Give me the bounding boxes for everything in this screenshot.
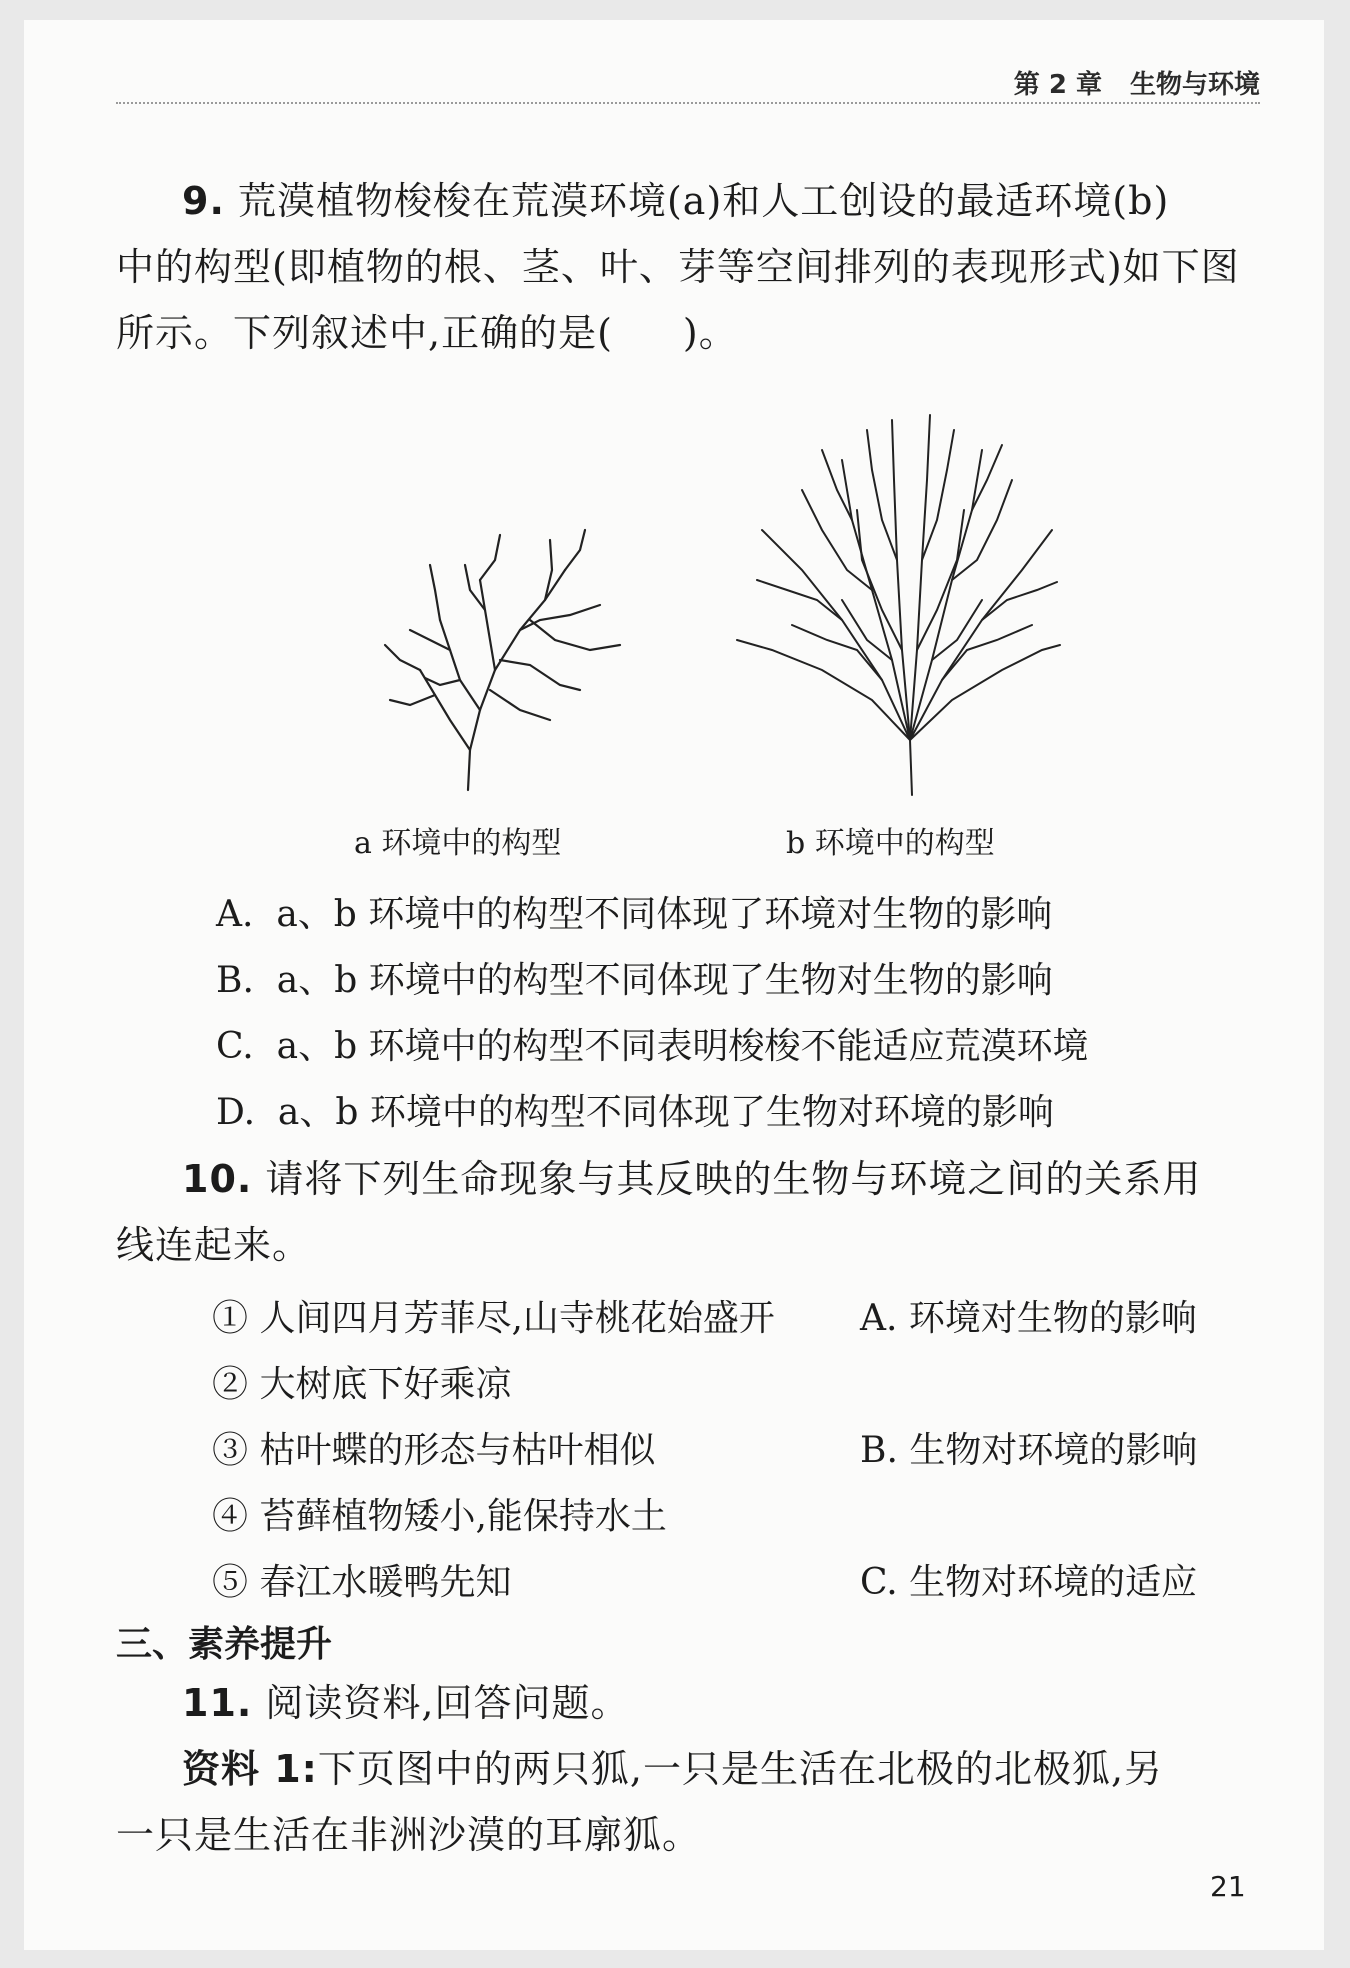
chapter-label: 第 2 章 [1013, 70, 1102, 100]
question-11-stem [116, 1670, 1260, 1868]
option-text: a、b 环境中的构型不同体现了生物对生物的影响 [276, 960, 1053, 1001]
figure-caption-b: b 环境中的构型 [786, 826, 995, 861]
question-9-stem [116, 168, 1260, 366]
option-a[interactable] [216, 882, 1052, 948]
figure-caption-a: a 环境中的构型 [354, 826, 562, 861]
option-c[interactable] [216, 1014, 1089, 1080]
option-b[interactable] [216, 948, 1053, 1014]
phenomenon-4[interactable]: ④ 苔藓植物矮小,能保持水土 [212, 1496, 667, 1537]
relation-a[interactable]: A. 环境对生物的影响 [860, 1298, 1197, 1339]
question-text-line2: 线连起来。 [116, 1223, 312, 1267]
shrub-b-illustration [732, 410, 1062, 800]
question-text-line3: 所示。下列叙述中,正确的是( [116, 311, 613, 355]
shrub-a-illustration [380, 520, 630, 800]
option-text: a、b 环境中的构型不同体现了生物对环境的影响 [277, 1092, 1054, 1133]
chapter-title: 生物与环境 [1129, 70, 1260, 100]
option-d[interactable] [216, 1080, 1054, 1146]
option-label: A. [216, 894, 254, 935]
phenomenon-5[interactable]: ⑤ 春江水暖鸭先知 [212, 1562, 512, 1603]
option-text: a、b 环境中的构型不同表明梭梭不能适应荒漠环境 [276, 1026, 1089, 1067]
question-text-line1: 请将下列生命现象与其反映的生物与环境之间的关系用 [265, 1157, 1202, 1201]
material-text-line2: 一只是生活在非洲沙漠的耳廓狐。 [116, 1813, 702, 1857]
question-text-line3-end: )。 [682, 311, 738, 355]
relation-b[interactable]: B. 生物对环境的影响 [860, 1430, 1198, 1471]
question-number: 10. [182, 1157, 253, 1201]
section-heading: 三、素养提升 [116, 1624, 333, 1665]
option-text: a、b 环境中的构型不同体现了环境对生物的影响 [276, 894, 1053, 935]
relation-c[interactable]: C. 生物对环境的适应 [860, 1562, 1198, 1603]
phenomenon-2[interactable]: ② 大树底下好乘凉 [212, 1364, 512, 1405]
question-text-line2: 中的构型(即植物的根、茎、叶、芽等空间排列的表现形式)如下图 [116, 245, 1240, 289]
option-label: B. [216, 960, 254, 1001]
material-label: 资料 1: [182, 1747, 318, 1791]
phenomenon-1[interactable]: ① 人间四月芳菲尽,山寺桃花始盛开 [212, 1298, 775, 1339]
question-number: 11. [182, 1681, 253, 1725]
material-text-line1: 下页图中的两只狐,一只是生活在北极的北极狐,另 [317, 1747, 1164, 1791]
option-label: C. [216, 1026, 254, 1067]
phenomenon-3[interactable]: ③ 枯叶蝶的形态与枯叶相似 [212, 1430, 656, 1471]
question-text: 阅读资料,回答问题。 [265, 1681, 630, 1725]
question-number: 9. [182, 179, 225, 223]
running-header [116, 64, 1260, 101]
option-label: D. [216, 1092, 256, 1133]
page-number: 21 [1210, 1870, 1246, 1903]
question-text-line1: 荒漠植物梭梭在荒漠环境(a)和人工创设的最适环境(b) [237, 179, 1170, 223]
question-10-stem [116, 1146, 1260, 1278]
header-divider [116, 102, 1260, 104]
